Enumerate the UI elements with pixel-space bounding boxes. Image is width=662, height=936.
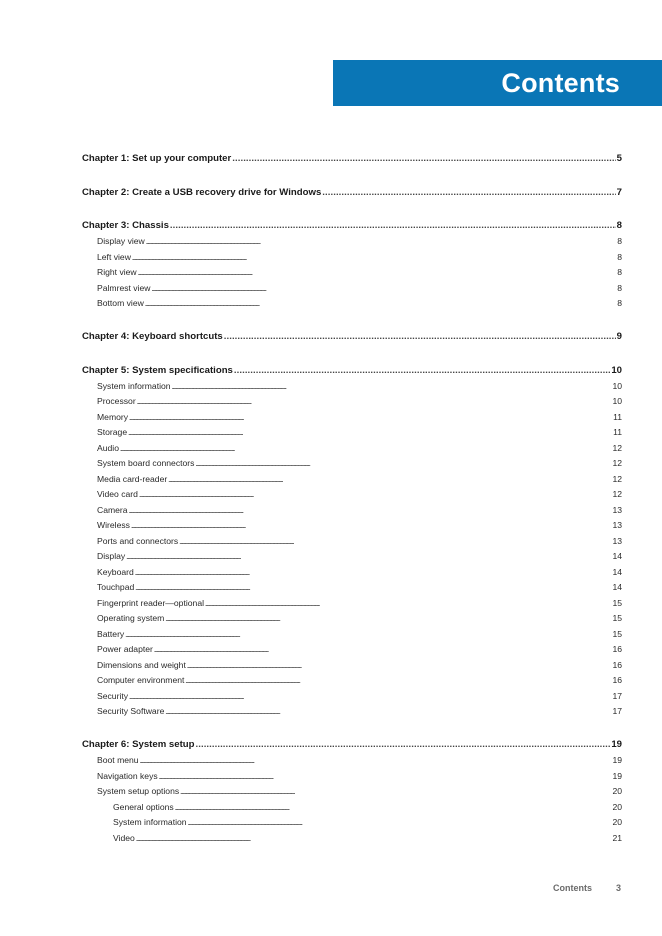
dot-leader xyxy=(322,185,615,201)
dot-leader xyxy=(146,236,616,252)
dot-leader xyxy=(175,802,612,818)
toc-chapter-entry[interactable] xyxy=(82,185,622,201)
toc-entry-page-number: 14 xyxy=(612,566,622,577)
dot-leader xyxy=(132,252,616,268)
table-of-contents xyxy=(82,151,622,846)
toc-entry-label: System information xyxy=(113,817,187,827)
dot-leader xyxy=(129,505,612,521)
toc-section-entry[interactable] xyxy=(82,250,622,266)
toc-entry-page-number: 12 xyxy=(612,442,622,453)
toc-entry-label: Media card-reader xyxy=(97,473,168,484)
toc-entry-label: Chapter 5: System specifications xyxy=(82,364,233,376)
toc-entry-label: System information xyxy=(97,380,171,391)
toc-entry-label: Computer environment xyxy=(97,675,185,685)
toc-entry-label: Chapter 1: Set up your computer xyxy=(82,153,232,164)
toc-section-entry[interactable] xyxy=(82,441,622,457)
toc-entry-page-number: 20 xyxy=(612,817,622,827)
toc-section-entry[interactable] xyxy=(82,642,622,658)
toc-entry-label: System setup options xyxy=(97,786,180,796)
dot-leader xyxy=(187,660,612,676)
dot-leader xyxy=(188,817,612,833)
dot-leader xyxy=(126,551,611,567)
toc-section-entry[interactable] xyxy=(82,234,622,250)
toc-entry-page-number: 8 xyxy=(617,267,622,277)
toc-entry-label: Video card xyxy=(97,489,138,499)
toc-entry-page-number: 10 xyxy=(612,380,622,391)
toc-entry-label: Bottom view xyxy=(97,298,144,308)
toc-section-entry[interactable] xyxy=(82,549,622,565)
toc-entry-page-number: 7 xyxy=(616,186,622,198)
toc-section-entry[interactable] xyxy=(82,487,622,503)
toc-entry-page-number: 17 xyxy=(612,706,622,716)
toc-section-entry[interactable] xyxy=(82,456,622,472)
toc-entry-page-number: 19 xyxy=(612,770,622,781)
dot-leader xyxy=(232,151,615,167)
toc-entry-label: Wireless xyxy=(97,520,130,530)
page-footer xyxy=(553,883,621,893)
toc-section-entry[interactable] xyxy=(82,627,622,643)
toc-entry-page-number: 19 xyxy=(612,755,622,765)
dot-leader xyxy=(151,283,616,299)
toc-section-entry[interactable] xyxy=(82,673,622,689)
toc-section-entry[interactable] xyxy=(82,265,622,281)
toc-entry-page-number: 8 xyxy=(617,236,622,246)
dot-leader xyxy=(165,706,611,722)
toc-section-entry[interactable] xyxy=(82,379,622,395)
toc-entry-page-number: 15 xyxy=(612,628,622,639)
footer-section-label: Contents xyxy=(552,883,592,893)
toc-section-entry[interactable] xyxy=(82,565,622,581)
toc-entry-label: Navigation keys xyxy=(97,770,158,781)
toc-entry-label: Fingerprint reader—optional xyxy=(97,597,205,608)
toc-section-entry[interactable] xyxy=(82,296,622,312)
toc-entry-page-number: 13 xyxy=(612,504,622,515)
toc-entry-label: Memory xyxy=(97,411,129,422)
toc-entry-page-number: 16 xyxy=(612,659,622,670)
toc-entry-page-number: 14 xyxy=(612,551,622,561)
toc-entry-page-number: 9 xyxy=(616,331,622,342)
toc-section-entry[interactable] xyxy=(82,800,622,816)
dot-leader xyxy=(224,329,616,345)
dot-leader xyxy=(168,474,611,490)
toc-entry-label: Power adapter xyxy=(97,644,153,654)
toc-entry-label: Dimensions and weight xyxy=(97,659,186,670)
toc-entry-page-number: 5 xyxy=(616,153,622,164)
toc-entry-label: Video xyxy=(113,832,135,843)
toc-chapter-entry[interactable] xyxy=(82,329,622,345)
dot-leader xyxy=(185,675,611,691)
toc-entry-page-number: 20 xyxy=(612,801,622,812)
dot-leader xyxy=(159,771,612,787)
toc-entry-page-number: 8 xyxy=(617,282,622,293)
toc-entry-label: Battery xyxy=(97,628,125,639)
toc-entry-label: Chapter 3: Chassis xyxy=(82,220,169,231)
toc-entry-page-number: 17 xyxy=(612,690,622,701)
toc-entry-page-number: 14 xyxy=(612,582,622,592)
dot-leader xyxy=(136,833,612,849)
toc-chapter-entry[interactable] xyxy=(82,737,622,753)
toc-entry-label: Left view xyxy=(97,251,131,262)
toc-section-entry[interactable] xyxy=(82,281,622,297)
toc-entry-page-number: 15 xyxy=(612,613,622,623)
toc-entry-page-number: 11 xyxy=(613,411,622,422)
toc-section-entry[interactable] xyxy=(82,658,622,674)
toc-section-entry[interactable] xyxy=(82,394,622,410)
dot-leader xyxy=(145,298,616,314)
toc-entry-label: Chapter 2: Create a USB recovery drive for Windows xyxy=(82,186,322,198)
toc-entry-page-number: 16 xyxy=(612,644,622,654)
toc-section-entry[interactable] xyxy=(82,534,622,550)
dot-leader xyxy=(128,427,612,443)
dot-leader xyxy=(154,644,612,660)
toc-entry-page-number: 12 xyxy=(612,489,622,499)
dot-leader xyxy=(125,629,611,645)
toc-entry-label: Chapter 6: System setup xyxy=(82,739,195,750)
toc-entry-label: Ports and connectors xyxy=(97,535,179,546)
dot-leader xyxy=(205,598,611,614)
toc-entry-label: Operating system xyxy=(97,613,165,623)
dot-leader xyxy=(234,363,610,379)
toc-chapter-entry[interactable] xyxy=(82,218,622,234)
page-title: Contents xyxy=(501,67,620,98)
toc-entry-page-number: 11 xyxy=(613,427,622,437)
toc-entry-label: Display view xyxy=(97,236,145,246)
toc-chapter-entry[interactable] xyxy=(82,151,622,167)
toc-entry-label: Display xyxy=(97,551,126,561)
toc-section-entry[interactable] xyxy=(82,753,622,769)
dot-leader xyxy=(195,458,611,474)
toc-section-entry[interactable] xyxy=(82,689,622,705)
toc-entry-page-number: 10 xyxy=(611,364,622,376)
toc-entry-page-number: 10 xyxy=(612,396,622,406)
toc-entry-page-number: 21 xyxy=(612,832,622,843)
toc-section-entry[interactable] xyxy=(82,596,622,612)
toc-section-entry[interactable] xyxy=(82,410,622,426)
dot-leader xyxy=(180,786,611,802)
toc-entry-page-number: 12 xyxy=(612,458,622,468)
toc-section-entry[interactable] xyxy=(82,503,622,519)
dot-leader xyxy=(131,520,611,536)
toc-entry-page-number: 12 xyxy=(612,473,622,484)
dot-leader xyxy=(139,489,612,505)
toc-entry-label: Right view xyxy=(97,267,137,277)
toc-section-entry[interactable] xyxy=(82,815,622,831)
toc-entry-page-number: 13 xyxy=(612,520,622,530)
dot-leader xyxy=(138,267,617,283)
toc-entry-label: Boot menu xyxy=(97,755,139,765)
dot-leader xyxy=(196,737,611,753)
toc-entry-page-number: 15 xyxy=(612,597,622,608)
toc-entry-page-number: 13 xyxy=(612,535,622,546)
toc-entry-label: Processor xyxy=(97,396,136,406)
toc-entry-label: Palmrest view xyxy=(97,282,151,293)
toc-entry-page-number: 20 xyxy=(612,786,622,796)
dot-leader xyxy=(129,412,612,428)
toc-section-entry[interactable] xyxy=(82,611,622,627)
toc-entry-page-number: 19 xyxy=(611,739,622,750)
toc-entry-page-number: 8 xyxy=(616,220,622,231)
toc-section-entry[interactable] xyxy=(82,784,622,800)
toc-section-entry[interactable] xyxy=(82,831,622,847)
toc-section-entry[interactable] xyxy=(82,769,622,785)
footer-page-number: 3 xyxy=(615,883,621,893)
dot-leader xyxy=(135,582,611,598)
toc-entry-label: Camera xyxy=(97,504,128,515)
toc-section-entry[interactable] xyxy=(82,704,622,720)
toc-entry-page-number: 8 xyxy=(617,251,622,262)
toc-entry-label: Security Software xyxy=(97,706,165,716)
dot-leader xyxy=(179,536,611,552)
dot-leader xyxy=(165,613,611,629)
toc-entry-page-number: 16 xyxy=(612,675,622,685)
toc-entry-label: Storage xyxy=(97,427,128,437)
toc-entry-page-number: 8 xyxy=(617,298,622,308)
toc-entry-label: General options xyxy=(113,801,174,812)
dot-leader xyxy=(129,691,611,707)
toc-section-entry[interactable] xyxy=(82,472,622,488)
toc-entry-label: System board connectors xyxy=(97,458,195,468)
toc-entry-label: Audio xyxy=(97,442,119,453)
toc-entry-label: Chapter 4: Keyboard shortcuts xyxy=(82,331,223,342)
toc-entry-label: Touchpad xyxy=(97,582,135,592)
dot-leader xyxy=(172,381,612,397)
title-banner xyxy=(333,60,662,106)
dot-leader xyxy=(140,755,612,771)
toc-section-entry[interactable] xyxy=(82,425,622,441)
dot-leader xyxy=(137,396,612,412)
toc-section-entry[interactable] xyxy=(82,518,622,534)
dot-leader xyxy=(135,567,612,583)
toc-entry-label: Keyboard xyxy=(97,566,134,577)
dot-leader xyxy=(170,218,616,234)
toc-chapter-entry[interactable] xyxy=(82,363,622,379)
toc-entry-label: Security xyxy=(97,690,129,701)
toc-section-entry[interactable] xyxy=(82,580,622,596)
